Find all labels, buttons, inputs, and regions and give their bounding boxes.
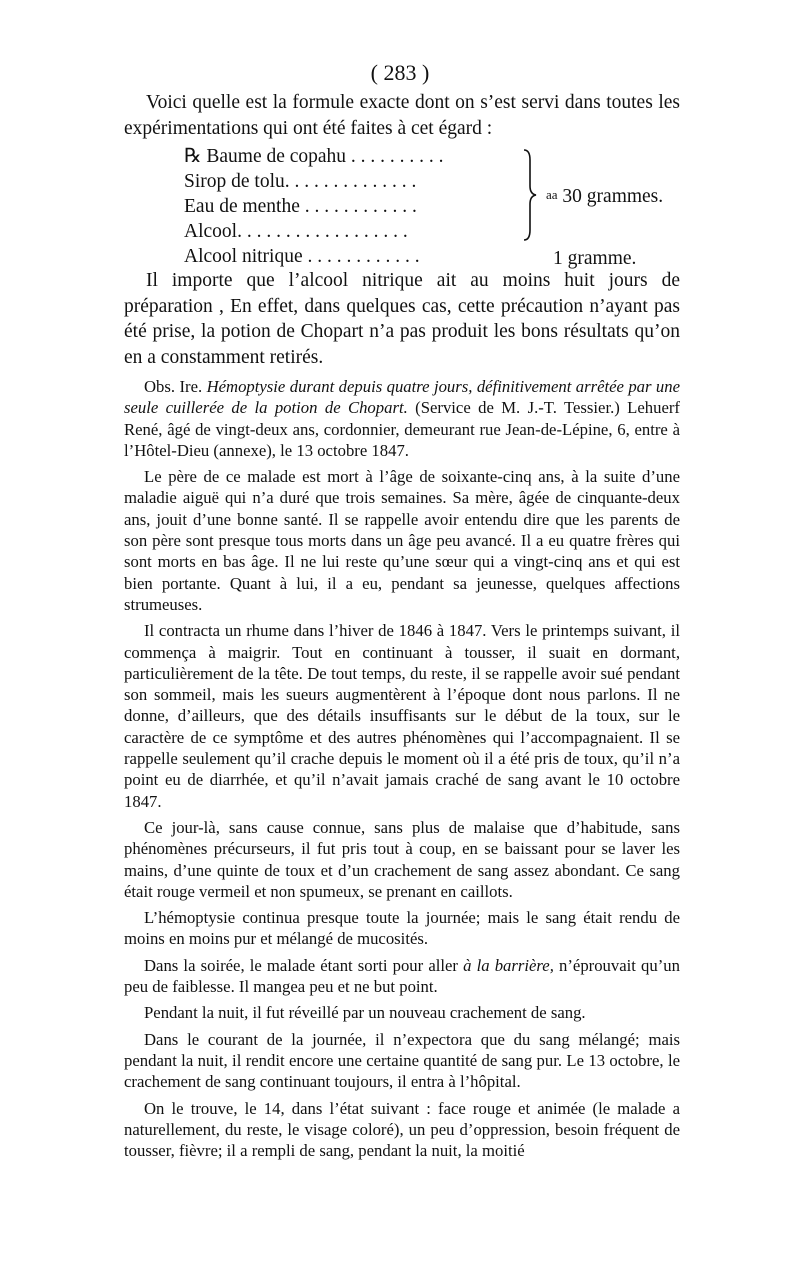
body-paragraph: Dans la soirée, le malade étant sorti pour aller à la barrière, n’éprouvait qu’un peu de faiblesse. Il mangea peu et ne but point. [124,955,680,997]
intro-paragraph [124,90,680,141]
intro-text: Voici quelle est la formule exacte dont on s’est servi dans toutes les expérimentations qui ont été faites à cet égard : [124,92,680,139]
observation-title: Hémoptysie durant depuis quatre jours, définitivement arrêtée par une seule cuillerée de la potion de Chopart. [124,377,680,418]
right-brace-icon [522,148,538,242]
single-quantity: 1 gramme. [553,248,637,269]
recipe-icon: ℞ [184,146,202,167]
formula-item: ℞ Baume de copahu . . . . . . . . . . [184,146,444,167]
formula-block [184,144,684,269]
formula-item: Alcool. . . . . . . . . . . . . . . . . . [184,221,408,242]
body-paragraph: Le père de ce malade est mort à l’âge de soixante-cinq ans, à la suite d’une maladie aiguë qui n’a duré que trois semaines. Sa mère, âgée de cinquante-deux ans, jouit d’une bonne santé. Il se rappelle avoir entendu dire que les parents de son père sont presque tous morts dans un âge peu avancé. Il a eu quatre frères qui sont morts en bas âge. Il ne lui reste qu’une sœur qui a vingt-cinq ans et qui est bien portante. Quant à lui, il a eu, pendant sa jeunesse, quelques affections strumeuses. [124,467,680,614]
page-number: ( 283 ) [370,60,430,85]
after-formula-paragraph [124,268,680,370]
after-formula-text: Il importe que l’alcool nitrique ait au moins huit jours de préparation , En effet, dans quelques cas, cette précaution n’ayant pas été prise, la potion de Chopart n’a pas produit les bons résultats qu’on en a constamment retirés. [124,270,680,368]
observation-block [124,376,680,1166]
body-paragraph: On le trouve, le 14, dans l’état suivant : face rouge et animée (le malade a naturellement, du reste, le visage coloré), un peu d’oppression, besoin fréquent de tousser, fièvre; il a rempli de sang, pendant la nuit, la moitié [124,1098,680,1161]
formula-item: Alcool nitrique . . . . . . . . . . . . [184,246,420,267]
body-paragraph: Ce jour-là, sans cause connue, sans plus de malaise que d’habitude, sans phénomènes précurseurs, il fut pris tout à coup, en se baissant pour se laver les mains, d’une quinte de toux et d’un crachement de sang assez abondant. Ce sang était rouge vermeil et non spumeux, se prenant en caillots. [124,817,680,901]
formula-item: Eau de menthe . . . . . . . . . . . . [184,196,417,217]
formula-item: Sirop de tolu. . . . . . . . . . . . . . [184,171,417,192]
body-paragraph: L’hémoptysie continua presque toute la journée; mais le sang était rendu de moins en moins pur et mélangé de mucosités. [124,908,680,949]
body-paragraph: Pendant la nuit, il fut réveillé par un nouveau crachement de sang. [144,1003,586,1023]
body-paragraph: Dans le courant de la journée, il n’expectora que du sang mélangé; mais pendant la nuit, il rendit encore une certaine quantité de sang pur. Le 13 octobre, le crachement de sang continuant toujours, il entra à l’hôpital. [124,1029,680,1092]
body-paragraph: Il contracta un rhume dans l’hiver de 1846 à 1847. Vers le printemps suivant, il commença à maigrir. Tout en continuant à tousser, il suait en dormant, particulièrement de la tête. De tout temps, du reste, il se rappelle avoir sué pendant son sommeil, mais les sueurs augmentèrent à l’époque dont nous parlons. Il ne donne, d’ailleurs, que des détails insuffisants sur le début de la toux, sur le caractère de ce symptôme et des autres phénomènes qui l’accompagnaient. Il se rappelle seulement qu’il crache depuis le moment où il a été pris de toux, qu’il n’a point eu de diarrhée, et qu’il n’avait jamais craché de sang avant le 10 octobre 1847. [124,621,680,811]
observation-header: Obs. Ire. Hémoptysie durant depuis quatre jours, définitivement arrêtée par une seule cuillerée de la potion de Chopart. (Service de M. J.-T. Tessier.) Lehuerf René, âgé de vingt-deux ans, cordonnier, demeurant rue Jean-de-Lépine, 6, entre à l’Hôtel-Dieu (annexe), le 13 octobre 1847. [124,377,680,460]
group-quantity: aa 30 grammes. [546,186,664,207]
